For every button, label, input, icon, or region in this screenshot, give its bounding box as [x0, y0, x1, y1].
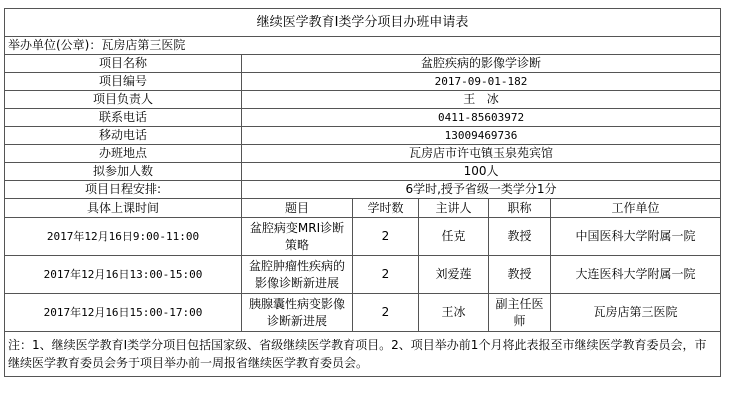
header-time: 具体上课时间	[5, 199, 242, 218]
header-speaker: 主讲人	[419, 199, 489, 218]
course-unit: 瓦房店第三医院	[551, 294, 721, 332]
course-hours: 2	[353, 294, 419, 332]
note-row	[5, 332, 721, 377]
field-value: 0411-85603972	[242, 109, 721, 127]
schedule-label: 项目日程安排:	[5, 181, 242, 199]
course-speaker: 任克	[419, 218, 489, 256]
course-topic: 胰腺囊性病变影像诊断新进展	[242, 294, 353, 332]
course-title: 教授	[489, 218, 551, 256]
form-title: 继续医学教育I类学分项目办班申请表	[5, 9, 721, 37]
course-time: 2017年12月16日13:00-15:00	[5, 256, 242, 294]
field-row-project-leader	[5, 91, 721, 109]
field-row-attendees	[5, 163, 721, 181]
application-form	[4, 8, 720, 377]
field-row-project-number	[5, 73, 721, 91]
header-topic: 题目	[242, 199, 353, 218]
header-hours: 学时数	[353, 199, 419, 218]
title-row	[5, 9, 721, 37]
schedule-row	[5, 218, 721, 256]
field-value: 2017-09-01-182	[242, 73, 721, 91]
field-label: 项目编号	[5, 73, 242, 91]
course-topic: 盆腔肿瘤性疾病的影像诊断新进展	[242, 256, 353, 294]
field-value: 100人	[242, 163, 721, 181]
organizer-row	[5, 37, 721, 55]
course-unit: 中国医科大学附属一院	[551, 218, 721, 256]
field-label: 联系电话	[5, 109, 242, 127]
footnote: 注：1、继续医学教育I类学分项目包括国家级、省级继续医学教育项目。2、项目举办前1个月将此表报至市继续医学教育委员会，市继续医学教育委员会务于项目举办前一周报省继续医学教育委员会。	[5, 332, 721, 377]
field-value: 13009469736	[242, 127, 721, 145]
organizer-label: 举办单位(公章)	[8, 38, 90, 52]
course-time: 2017年12月16日15:00-17:00	[5, 294, 242, 332]
field-row-phone	[5, 109, 721, 127]
field-label: 移动电话	[5, 127, 242, 145]
header-title: 职称	[489, 199, 551, 218]
organizer-cell	[5, 37, 721, 55]
course-hours: 2	[353, 218, 419, 256]
field-row-mobile	[5, 127, 721, 145]
course-unit: 大连医科大学附属一院	[551, 256, 721, 294]
schedule-header-row	[5, 199, 721, 218]
field-value: 盆腔疾病的影像学诊断	[242, 55, 721, 73]
schedule-row	[5, 294, 721, 332]
field-value: 瓦房店市许屯镇玉泉苑宾馆	[242, 145, 721, 163]
organizer-value: 瓦房店第三医院	[101, 38, 186, 52]
organizer-separator: ：	[89, 38, 102, 52]
course-time: 2017年12月16日9:00-11:00	[5, 218, 242, 256]
field-label: 拟参加人数	[5, 163, 242, 181]
field-value: 王 冰	[242, 91, 721, 109]
course-title: 副主任医师	[489, 294, 551, 332]
schedule-summary-row	[5, 181, 721, 199]
field-row-project-name	[5, 55, 721, 73]
field-row-location	[5, 145, 721, 163]
field-label: 办班地点	[5, 145, 242, 163]
course-speaker: 刘爱莲	[419, 256, 489, 294]
course-title: 教授	[489, 256, 551, 294]
schedule-row	[5, 256, 721, 294]
field-label: 项目名称	[5, 55, 242, 73]
header-unit: 工作单位	[551, 199, 721, 218]
course-hours: 2	[353, 256, 419, 294]
course-topic: 盆腔病变MRI诊断策略	[242, 218, 353, 256]
form-table	[4, 8, 721, 377]
schedule-summary: 6学时,授予省级一类学分1分	[242, 181, 721, 199]
field-label: 项目负责人	[5, 91, 242, 109]
course-speaker: 王冰	[419, 294, 489, 332]
